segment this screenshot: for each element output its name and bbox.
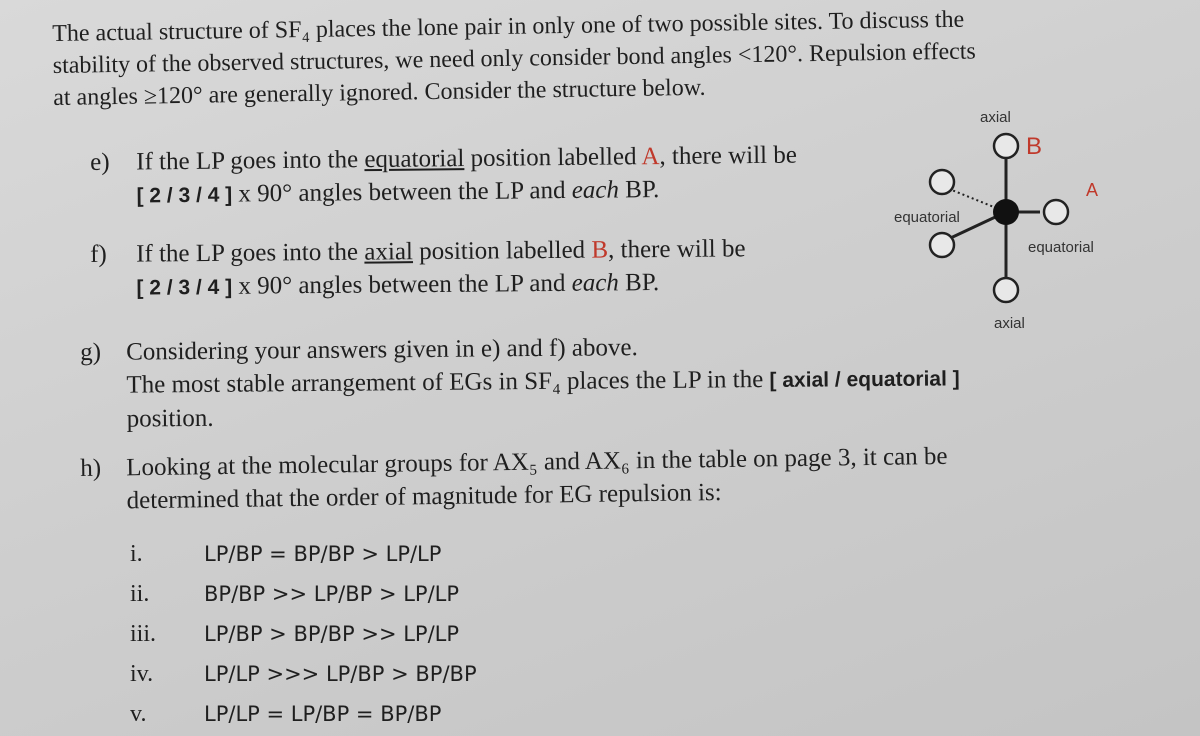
- back-atom: [930, 170, 954, 194]
- question-g-line-2: The most stable arrangement of EGs in SF₄ places the LP in the: [126, 365, 770, 399]
- question-e-text-5: BP.: [618, 176, 660, 204]
- question-e-text: If the LP goes into the: [136, 146, 365, 176]
- option-iii[interactable]: [130, 614, 477, 654]
- label-axial-bottom: axial: [994, 315, 1025, 332]
- label-equatorial-right: equatorial: [1028, 239, 1094, 256]
- question-g-line-1: Considering your answers given in e) and f) above.: [126, 334, 638, 366]
- question-g-choices[interactable]: [ axial / equatorial ]: [769, 367, 960, 392]
- question-e-text-3: , there will be: [659, 141, 798, 171]
- label-equatorial-left: equatorial: [894, 209, 960, 226]
- question-f-text: If the LP goes into the: [136, 238, 365, 268]
- question-f-text-5: BP.: [618, 269, 660, 297]
- option-number: iii.: [130, 620, 157, 647]
- option-text: LP/LP >>> LP/BP > BP/BP: [204, 662, 477, 686]
- question-e-text-4: x 90° angles between the LP and: [232, 176, 572, 208]
- question-f-choices[interactable]: [ 2 / 3 / 4 ]: [136, 275, 233, 300]
- sf4-structure-diagram: [880, 100, 1130, 340]
- option-text: BP/BP >> LP/BP > LP/LP: [204, 582, 460, 606]
- option-i[interactable]: [130, 534, 477, 574]
- question-g: [80, 328, 960, 436]
- site-a-ref: A: [641, 143, 660, 171]
- central-atom: [993, 199, 1019, 225]
- option-text: LP/LP = LP/BP = BP/BP: [204, 702, 442, 726]
- question-h-line-2: determined that the order of magnitude for EG repulsion is:: [126, 479, 722, 515]
- front-atom: [930, 233, 954, 257]
- option-number: iv.: [130, 660, 154, 687]
- question-g-line-3: position.: [126, 404, 214, 433]
- bottom-atom: [994, 278, 1018, 302]
- option-iv[interactable]: [130, 654, 477, 694]
- question-f-label: f): [90, 240, 107, 268]
- site-a-label: A: [1086, 180, 1099, 200]
- site-a-atom: [1044, 200, 1068, 224]
- question-e-text-2: position labelled: [464, 143, 642, 173]
- question-f: [90, 231, 871, 305]
- question-h: [80, 440, 948, 518]
- option-number: v.: [130, 700, 147, 727]
- site-b-atom: [994, 134, 1018, 158]
- label-axial-top: axial: [980, 109, 1011, 126]
- answer-options: [130, 534, 477, 734]
- question-f-text-4: x 90° angles between the LP and: [232, 269, 572, 300]
- site-b-label: B: [1026, 133, 1043, 160]
- option-number: ii.: [130, 580, 150, 607]
- question-e-choices[interactable]: [ 2 / 3 / 4 ]: [136, 183, 233, 208]
- intro-line-3: at angles ≥120° are generally ignored. Consider the structure below.: [53, 74, 706, 111]
- question-e-each: each: [571, 176, 620, 204]
- question-e-underlined: equatorial: [364, 145, 465, 174]
- question-f-text-2: position labelled: [412, 236, 592, 266]
- option-text: LP/BP = BP/BP > LP/LP: [204, 542, 442, 566]
- site-b-ref: B: [591, 236, 609, 264]
- question-f-each: each: [571, 269, 619, 297]
- intro-line-2: stability of the observed structures, we need only consider bond angles <120°. Repulsion effects: [52, 38, 977, 79]
- intro-line-1: The actual structure of SF₄ places the lone pair in only one of two possible sites. To discuss the: [52, 6, 965, 47]
- option-v[interactable]: [130, 694, 477, 734]
- intro-paragraph: [52, 1, 1113, 114]
- question-g-label: g): [80, 338, 102, 366]
- question-e-label: e): [90, 148, 110, 176]
- question-h-label: h): [80, 454, 102, 482]
- question-f-underlined: axial: [364, 238, 414, 266]
- question-f-text-3: , there will be: [607, 235, 746, 264]
- question-e: [90, 139, 797, 213]
- option-number: i.: [130, 540, 143, 567]
- question-h-line-1: Looking at the molecular groups for AX₅ and AX₆ in the table on page 3, it can be: [126, 442, 948, 482]
- option-ii[interactable]: [130, 574, 477, 614]
- option-text: LP/BP > BP/BP >> LP/LP: [204, 622, 460, 646]
